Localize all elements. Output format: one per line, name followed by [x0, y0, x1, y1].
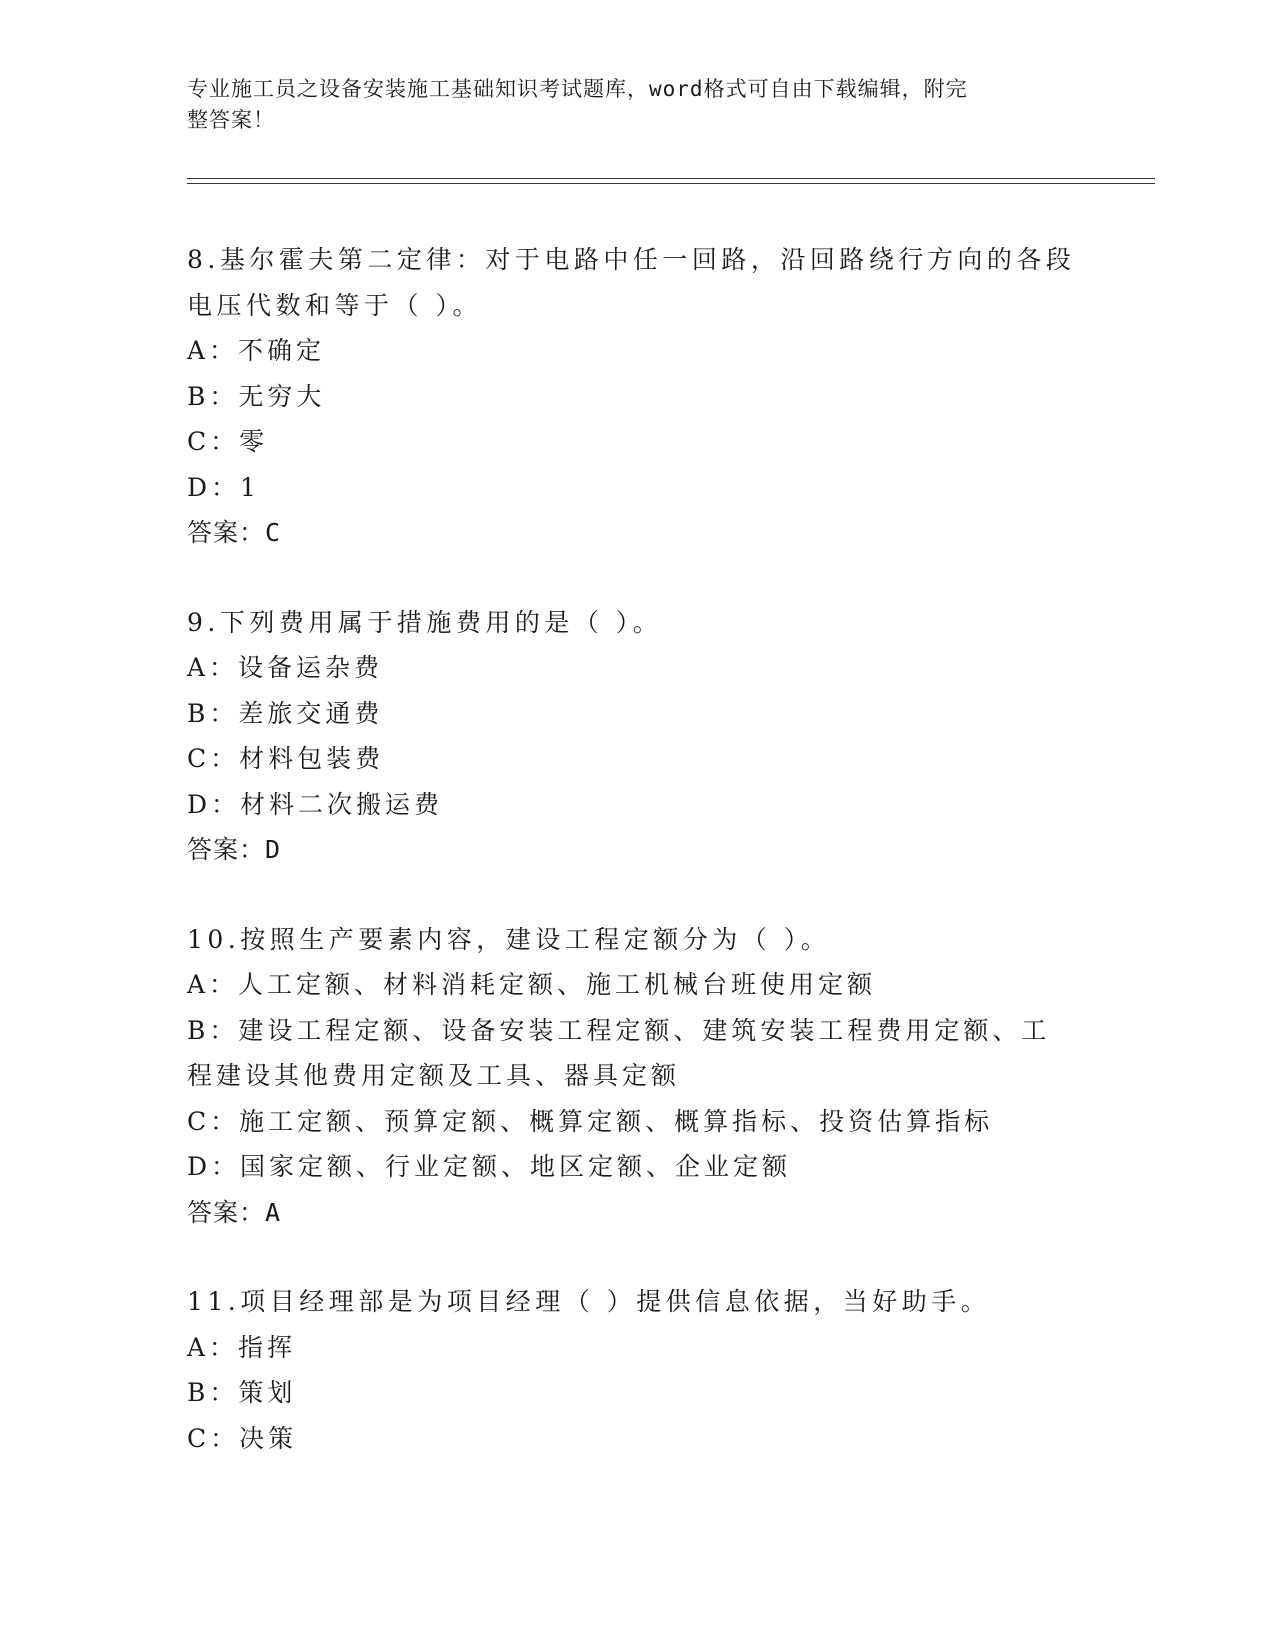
answer: 答案：D: [187, 835, 282, 864]
question-11: [187, 1279, 1077, 1461]
option-b: B：策划: [187, 1378, 297, 1407]
option-c: C：施工定额、预算定额、概算定额、概算指标、投资估算指标: [187, 1106, 994, 1136]
option-a: A：设备运杂费: [187, 653, 384, 682]
question-9: [187, 600, 1077, 873]
option-a: A：人工定额、材料消耗定额、施工机械台班使用定额: [187, 970, 877, 999]
question-stem: 10.按照生产要素内容，建设工程定额分为（ ）。: [187, 924, 831, 954]
option-d: D：1: [187, 472, 260, 502]
document-header: [187, 74, 1067, 136]
option-b: B：差旅交通费: [187, 698, 384, 728]
question-10: [187, 917, 1077, 1236]
header-divider-top: [187, 178, 1155, 179]
question-list: [187, 237, 1077, 1505]
option-a: A：指挥: [187, 1332, 297, 1362]
option-c: C：决策: [187, 1423, 298, 1453]
header-line-1: 专业施工员之设备安装施工基础知识考试题库，word格式可自由下载编辑，附完: [187, 77, 968, 101]
option-c: C：材料包装费: [187, 744, 385, 773]
header-line-2: 整答案！: [187, 108, 275, 132]
question-8: [187, 237, 1077, 556]
option-d: D：国家定额、行业定额、地区定额、企业定额: [187, 1152, 792, 1181]
option-d: D：材料二次搬运费: [187, 789, 444, 819]
option-b: B：无穷大: [187, 381, 326, 411]
question-stem: 8.基尔霍夫第二定律：对于电路中任一回路，沿回路绕行方向的各段电压代数和等于（ ）。: [187, 245, 1076, 320]
option-b: B：建设工程定额、设备安装工程定额、建筑安装工程费用定额、工程建设其他费用定额及工具、器具定额: [187, 1015, 1051, 1090]
question-stem: 11.项目经理部是为项目经理（ ）提供信息依据，当好助手。: [187, 1287, 991, 1316]
header-divider-bottom: [187, 183, 1155, 184]
option-a: A：不确定: [187, 336, 326, 365]
answer: 答案：C: [187, 518, 282, 547]
question-stem: 9.下列费用属于措施费用的是（ ）。: [187, 607, 663, 637]
option-c: C：零: [187, 427, 269, 456]
answer: 答案：A: [187, 1197, 282, 1227]
